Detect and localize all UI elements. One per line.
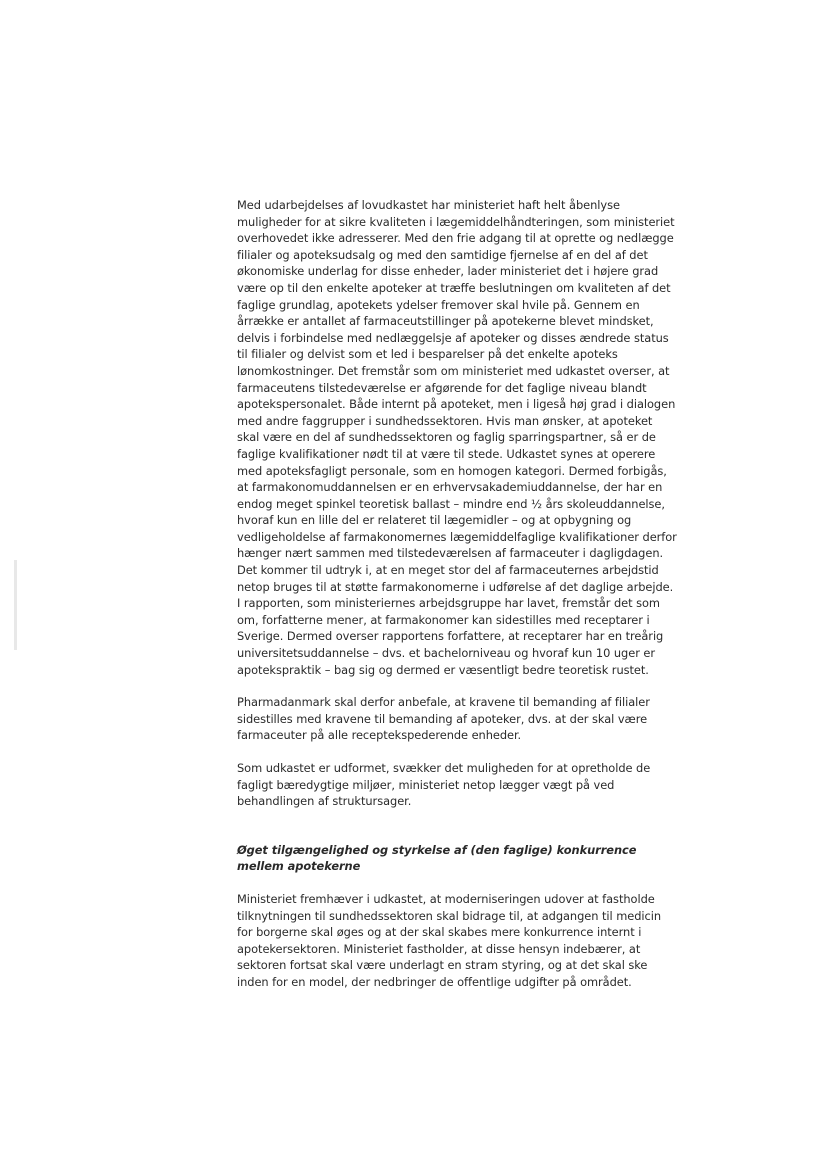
body-paragraph-4: Ministeriet fremhæver i udkastet, at moderniseringen udover at fastholde tilknytningen til sundhedssektoren skal bidrage til, at adgangen til medicin for borgerne skal øges og at der skal skabes mere konkurrence internt i apotekersektoren. Ministeriet fastholder, at disse hensyn indebærer, at sektoren fortsat skal være underlagt en stram styring, og at det skal ske inden for en model, der nedbringer de offentlige udgifter på området. <box>237 891 661 989</box>
body-paragraph-3: Som udkastet er udformet, svækker det muligheden for at opretholde de fagligt bæredygtige miljøer, ministeriet netop lægger vægt på ved behandlingen af struktursager. <box>237 761 651 809</box>
scan-edge-mark <box>14 560 17 650</box>
body-paragraph-2: Pharmadanmark skal derfor anbefale, at kravene til bemanding af filialer sidestilles med kravene til bemanding af apoteker, dvs. at der skal være farmaceuter på alle receptekspederende enheder. <box>237 695 650 743</box>
section-heading: Øget tilgængelighed og styrkelse af (den faglige) konkurrence mellem apotekerne <box>237 842 637 874</box>
document-body <box>237 197 677 991</box>
body-paragraph-1: Med udarbejdelses af lovudkastet har ministeriet haft helt åbenlyse muligheder for at sikre kvaliteten i lægemiddelhåndteringen, som ministeriet overhovedet ikke adresserer. Med den frie adgang til at oprette og nedlægge filialer og apoteksudsalg og med den samtidige fjernelse af en del af det økonomiske underlag for disse enheder, lader ministeriet det i højere grad være op til den enkelte apoteker at træffe beslutningen om kvaliteten af det faglige grundlag, apotekets ydelser fremover skal hvile på. Gennem en årrække er antallet af farmaceutstillinger på apotekerne blevet mindsket, delvis i forbindelse med nedlæggelsje af apoteker og disses ændrede status til filialer og delvist som et led i besparelser på det enkelte apoteks lønomkostninger. Det fremstår som om ministeriet med udkastet overser, at farmaceutens tilstedeværelse er afgørende for det faglige niveau blandt apotekspersonalet. Både internt på apoteket, men i ligeså høj grad i dialogen med andre faggrupper i sundhedssektoren. Hvis man ønsker, at apoteket skal være en del af sundhedssektoren og faglig sparringspartner, så er de faglige kvalifikationer nødt til at være til stede. Udkastet synes at operere med apoteksfagligt personale, som en homogen kategori. Dermed forbigås, at farmakonomuddannelsen er en erhvervsakademiuddannelse, der har en endog meget spinkel teoretisk ballast – mindre end ½ års skoleuddannelse, hvoraf kun en lille del er relateret til lægemidler – og at opbygning og vedligeholdelse af farmakonomernes lægemiddelfaglige kvalifikationer derfor hænger nært sammen med tilstedeværelsen af farmaceuter i dagligdagen. Det kommer til udtryk i, at en meget stor del af farmaceuternes arbejdstid netop bruges til at støtte farmakonomerne i udførelse af det daglige arbejde. I rapporten, som ministeriernes arbejdsgruppe har lavet, fremstår det som om, forfatterne mener, at farmakonomer kan sidestilles med receptarer i Sverige. Dermed overser rapportens forfattere, at receptarer har en treårig universitetsuddannelse – dvs. et bachelorniveau og hvoraf kun 10 uger er apotekspraktik – bag sig og dermed er væsentligt bedre teoretisk rustet. <box>237 198 677 677</box>
